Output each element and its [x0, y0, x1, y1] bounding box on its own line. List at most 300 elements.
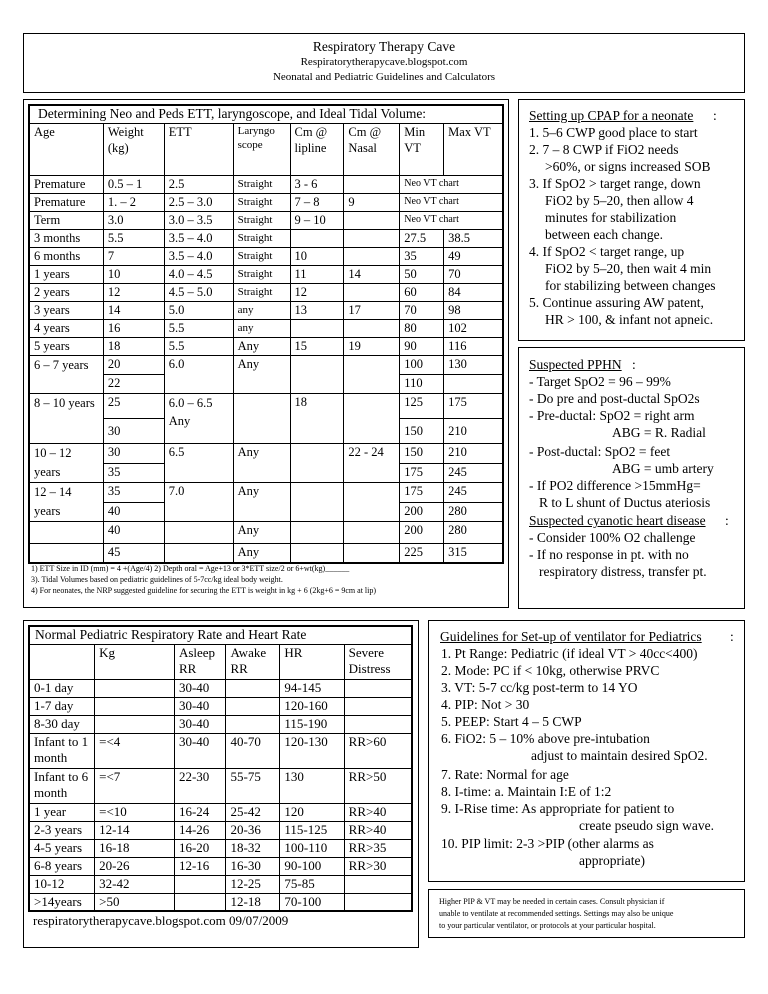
cell: 16-20 — [174, 840, 226, 858]
cell: 150 — [400, 419, 444, 444]
cell — [290, 320, 344, 338]
vent-line: 6. FiO2: 5 – 10% above pre-intubation — [441, 731, 650, 746]
cell: 150 — [400, 444, 444, 464]
cell: 6.0 – 6.5 Any — [164, 394, 233, 444]
col-header: Awake RR — [226, 645, 280, 680]
pphn-section: Suspected PPHN : - Target SpO2 = 96 – 99% - Do pre and post-ductal SpO2s - Pre-ductal: SpO2 = right arm ABG = R. Radial - Post-ductal: SpO2 = feet ABG = umb artery - If PO2 difference >15mmHg= R to L shunt of Ductus ateriosis Suspected cyanotic heart disease : - Consider 100% O2 challenge - If no response in pt. with no respiratory distress, transfer pt. — [518, 347, 745, 609]
cell: 32-42 — [95, 876, 175, 894]
cell — [95, 716, 175, 734]
table-row — [30, 716, 412, 734]
cell: 14-26 — [174, 822, 226, 840]
cell: 15 — [290, 338, 344, 356]
table-row — [30, 894, 412, 912]
table-row — [30, 522, 503, 544]
cell: 1-7 day — [30, 698, 95, 716]
cell: 5.5 — [164, 320, 233, 338]
cell — [344, 356, 400, 394]
cell: 49 — [444, 248, 503, 266]
cell: 11 — [290, 266, 344, 284]
cell: 4-5 years — [30, 840, 95, 858]
table-row — [30, 698, 412, 716]
cell: 6.5 — [164, 444, 233, 483]
cell: 10 – 12 years — [30, 444, 104, 483]
cell: 130 — [280, 769, 344, 804]
cell: 280 — [444, 522, 503, 544]
cpap-line: 1. 5–6 CWP good place to start — [529, 125, 698, 140]
cell: 280 — [444, 502, 503, 522]
cell: 60 — [400, 284, 444, 302]
cell: 8-30 day — [30, 716, 95, 734]
ett-note-2: 3). Tidal Volumes based on pediatric guidelines of 5-7cc/kg ideal body weight. — [31, 575, 283, 584]
ett-table — [29, 123, 503, 564]
cell — [344, 544, 400, 564]
table-row — [30, 284, 503, 302]
cell: 5.0 — [164, 302, 233, 320]
cell: 25-42 — [226, 804, 280, 822]
cell — [290, 544, 344, 564]
cell: 13 — [290, 302, 344, 320]
cell: any — [233, 320, 290, 338]
cell — [233, 394, 290, 444]
cell: 5.5 — [103, 230, 164, 248]
cell: 27.5 — [400, 230, 444, 248]
cell — [226, 680, 280, 698]
vent-line: 5. PEEP: Start 4 – 5 CWP — [441, 714, 582, 729]
cell: 1 years — [30, 266, 104, 284]
cell: 12 — [290, 284, 344, 302]
cell: 30-40 — [174, 734, 226, 769]
cell: 45 — [103, 544, 164, 564]
cell: 110 — [400, 375, 444, 394]
vent-title: Guidelines for Set-up of ventilator for Pediatrics — [440, 629, 702, 644]
cpap-line: HR > 100, & infant not apneic. — [545, 312, 714, 327]
table-row — [30, 876, 412, 894]
ett-note-3: 4) For neonates, the NRP suggested guideline for securing the ETT is weight in kg + 6 (2kg+6 = 9cm at lip) — [31, 586, 377, 595]
col-header: Max VT — [444, 124, 503, 176]
cell — [344, 894, 411, 912]
cell: 102 — [444, 320, 503, 338]
cell: 115-125 — [280, 822, 344, 840]
col-header: Asleep RR — [174, 645, 226, 680]
col-header: ETT — [164, 124, 233, 176]
cpap-title: Setting up CPAP for a neonate — [529, 108, 694, 123]
cell: 98 — [444, 302, 503, 320]
cell: 30-40 — [174, 698, 226, 716]
cell: 4.0 – 4.5 — [164, 266, 233, 284]
cell: 16-18 — [95, 840, 175, 858]
cell: 130 — [444, 356, 503, 375]
cell — [95, 680, 175, 698]
col-header: HR — [280, 645, 344, 680]
table-row — [30, 544, 503, 564]
cell: 18-32 — [226, 840, 280, 858]
cell: Straight — [233, 194, 290, 212]
cell: 3.0 – 3.5 — [164, 212, 233, 230]
cell: 30-40 — [174, 680, 226, 698]
cell: Any — [233, 544, 290, 564]
cell: 12-14 — [95, 822, 175, 840]
table-row — [30, 230, 503, 248]
cell: 225 — [400, 544, 444, 564]
cell: 0.5 – 1 — [103, 176, 164, 194]
rr-table — [29, 644, 412, 912]
table-row — [30, 176, 503, 194]
cell: 50 — [400, 266, 444, 284]
cell: 200 — [400, 522, 444, 544]
cell: 120-160 — [280, 698, 344, 716]
pphn-line: ABG = umb artery — [612, 461, 714, 476]
cell: 70-100 — [280, 894, 344, 912]
cell — [344, 680, 411, 698]
cell: 16 — [103, 320, 164, 338]
table-row — [30, 338, 503, 356]
cell: 14 — [103, 302, 164, 320]
cell: 6 months — [30, 248, 104, 266]
cell: 2.5 – 3.0 — [164, 194, 233, 212]
site-url: Respiratorytherapycave.blogspot.com — [300, 56, 468, 68]
cpap-line: >60%, or signs increased SOB — [545, 159, 711, 174]
cell: 22 - 24 — [344, 444, 400, 483]
cell: 3 - 6 — [290, 176, 344, 194]
pphn-line: - Target SpO2 = 96 – 99% — [529, 374, 671, 389]
table-row — [30, 194, 503, 212]
cell: 8 – 10 years — [30, 394, 104, 444]
cell — [174, 894, 226, 912]
cell: 10 — [290, 248, 344, 266]
cell: RR>30 — [344, 858, 411, 876]
cell: 2.5 — [164, 176, 233, 194]
cell: 100 — [400, 356, 444, 375]
cell: RR>35 — [344, 840, 411, 858]
cell: 20-26 — [95, 858, 175, 876]
cell: Any — [233, 483, 290, 522]
cell — [226, 698, 280, 716]
rr-title: Normal Pediatric Respiratory Rate and Heart Rate — [35, 627, 307, 642]
page-title: Respiratory Therapy Cave — [312, 39, 456, 54]
cell: Term — [30, 212, 104, 230]
cell: Straight — [233, 230, 290, 248]
col-header: Age — [30, 124, 104, 176]
cell — [95, 698, 175, 716]
cell: 210 — [444, 419, 503, 444]
cell: 12 — [103, 284, 164, 302]
cell: =<4 — [95, 734, 175, 769]
cell: 245 — [444, 463, 503, 483]
cell: RR>60 — [344, 734, 411, 769]
cell: 20 — [103, 356, 164, 375]
cell: 18 — [290, 394, 344, 444]
pphn-line: R to L shunt of Ductus ateriosis — [539, 495, 711, 510]
cell: Neo VT chart — [400, 194, 503, 212]
cell: 10-12 — [30, 876, 95, 894]
disclaimer-line: Higher PIP & VT may be needed in certain cases. Consult physician if — [439, 897, 665, 906]
table-row — [30, 822, 412, 840]
col-header: Kg — [95, 645, 175, 680]
cell: 0-1 day — [30, 680, 95, 698]
cell: 30 — [103, 444, 164, 464]
header-box — [23, 33, 745, 93]
cell — [290, 444, 344, 483]
cell: 5.5 — [164, 338, 233, 356]
cell: 40-70 — [226, 734, 280, 769]
cell: 40 — [103, 502, 164, 522]
cell: Premature — [30, 194, 104, 212]
col-header: Weight (kg) — [103, 124, 164, 176]
cell: 75-85 — [280, 876, 344, 894]
cell: 90 — [400, 338, 444, 356]
cell: 3.5 – 4.0 — [164, 248, 233, 266]
disclaimer-section — [428, 889, 745, 938]
cell — [290, 522, 344, 544]
vent-line: adjust to maintain desired SpO2. — [531, 748, 708, 763]
cell: 22 — [103, 375, 164, 394]
cell: 4 years — [30, 320, 104, 338]
cell: Premature — [30, 176, 104, 194]
table-row — [30, 320, 503, 338]
cell — [226, 716, 280, 734]
cell — [344, 212, 400, 230]
cell: 30-40 — [174, 716, 226, 734]
cell: =<10 — [95, 804, 175, 822]
cell: 175 — [400, 463, 444, 483]
cell: 120 — [280, 804, 344, 822]
cell: 3 years — [30, 302, 104, 320]
heart-line: - Consider 100% O2 challenge — [529, 530, 696, 545]
cell: 115-190 — [280, 716, 344, 734]
cell: 16-24 — [174, 804, 226, 822]
cell — [30, 522, 104, 544]
cell: 19 — [344, 338, 400, 356]
vent-section: Guidelines for Set-up of ventilator for Pediatrics : 1. Pt Range: Pediatric (if ideal VT > 40cc<400) 2. Mode: PC if < 10kg, otherwise PRVC 3. VT: 5-7 cc/kg post-term to 14 YO 4. PIP: Not > 30 5. PEEP: Start 4 – 5 CWP 6. FiO2: 5 – 10% above pre-intubation adjust to maintain desired SpO2. 7. Rate: Normal for age 8. I-time: a. Maintain I:E of 1:2 9. I-Rise time: As appropriate for patient to create pseudo sign wave. 10. PIP limit: 2-3 >PIP (other alarms as appropriate) — [428, 620, 745, 882]
pphn-line: - Pre-ductal: SpO2 = right arm — [529, 408, 695, 423]
rr-footer: respiratorytherapycave.blogspot.com 09/07/2009 — [33, 913, 289, 928]
cell: 7 — [103, 248, 164, 266]
cell: 35 — [103, 463, 164, 483]
cell — [164, 544, 233, 564]
heart-line: respiratory distress, transfer pt. — [539, 564, 707, 579]
cell: RR>40 — [344, 804, 411, 822]
cell — [344, 483, 400, 522]
vent-line: 2. Mode: PC if < 10kg, otherwise PRVC — [441, 663, 660, 678]
cell: 55-75 — [226, 769, 280, 804]
vent-line: 10. PIP limit: 2-3 >PIP (other alarms as — [441, 836, 654, 851]
heart-title: Suspected cyanotic heart disease — [529, 513, 706, 528]
cell: Any — [233, 356, 290, 394]
cell: 5 years — [30, 338, 104, 356]
cell: 25 — [103, 394, 164, 419]
cell: 6 – 7 years — [30, 356, 104, 394]
vent-line: 9. I-Rise time: As appropriate for patient to — [441, 801, 675, 816]
cell: Straight — [233, 248, 290, 266]
table-row — [30, 680, 412, 698]
cell — [290, 230, 344, 248]
cell: 1 year — [30, 804, 95, 822]
cell — [344, 876, 411, 894]
pphn-line: ABG = R. Radial — [612, 425, 706, 440]
table-row — [30, 356, 503, 375]
cell: >50 — [95, 894, 175, 912]
cpap-line: 2. 7 – 8 CWP if FiO2 needs — [529, 142, 679, 157]
cell: 315 — [444, 544, 503, 564]
cell — [344, 284, 400, 302]
cell: 80 — [400, 320, 444, 338]
ett-caption: Determining Neo and Peds ETT, laryngoscope, and Ideal Tidal Volume: — [38, 106, 427, 121]
cell: 10 — [103, 266, 164, 284]
table-row — [30, 394, 503, 419]
cpap-line: FiO2 by 5–20, then wait 4 min — [545, 261, 712, 276]
cell: 7.0 — [164, 483, 233, 522]
cell: RR>40 — [344, 822, 411, 840]
cell — [344, 248, 400, 266]
table-row — [30, 734, 412, 769]
cell — [174, 876, 226, 894]
cell: Neo VT chart — [400, 176, 503, 194]
cell: 70 — [444, 266, 503, 284]
cell: 70 — [400, 302, 444, 320]
cell: RR>50 — [344, 769, 411, 804]
col-header: Cm @ lipline — [290, 124, 344, 176]
cell: 35 — [400, 248, 444, 266]
cell — [344, 230, 400, 248]
cell — [344, 522, 400, 544]
cell: 22-30 — [174, 769, 226, 804]
cell: Straight — [233, 176, 290, 194]
cell: 9 – 10 — [290, 212, 344, 230]
cell — [164, 522, 233, 544]
table-row — [30, 840, 412, 858]
page-subtitle: Neonatal and Pediatric Guidelines and Calculators — [272, 71, 496, 83]
vent-line: appropriate) — [579, 853, 645, 868]
cpap-line: for stabilizing between changes — [545, 278, 716, 293]
ett-header-row — [30, 124, 503, 176]
cell: 210 — [444, 444, 503, 464]
cell — [344, 394, 400, 444]
vent-line: 1. Pt Range: Pediatric (if ideal VT > 40cc<400) — [441, 646, 698, 661]
disclaimer-line: to your particular ventilator, or protocols at your particular hospital. — [439, 921, 656, 930]
cell: >14years — [30, 894, 95, 912]
cell: 94-145 — [280, 680, 344, 698]
col-header: Cm @ Nasal — [344, 124, 400, 176]
ett-note-1: 1) ETT Size in ID (mm) = 4 +(Age/4) 2) Depth oral = Age+13 or 3*ETT size/2 or 6+wt(kg)______ — [31, 564, 350, 573]
cell: 245 — [444, 483, 503, 503]
table-row — [30, 769, 412, 804]
cell: 125 — [400, 394, 444, 419]
table-row — [30, 444, 503, 464]
cell: 6-8 years — [30, 858, 95, 876]
cell — [444, 375, 503, 394]
table-row — [30, 858, 412, 876]
pphn-title: Suspected PPHN — [529, 357, 622, 372]
cell: 200 — [400, 502, 444, 522]
cpap-section: Setting up CPAP for a neonate : 1. 5–6 CWP good place to start 2. 7 – 8 CWP if FiO2 needs >60%, or signs increased SOB 3. If SpO2 > target range, down FiO2 by 5–20, then allow 4 minutes for stabilization between each change. 4. If SpO2 < target range, up FiO2 by 5–20, then wait 4 min for stabilizing between changes 5. Continue assuring AW patent, HR > 100, & infant not apneic. — [518, 99, 745, 341]
cell — [344, 176, 400, 194]
pphn-line: - Do pre and post-ductal SpO2s — [529, 391, 700, 406]
cpap-line: 3. If SpO2 > target range, down — [529, 176, 701, 191]
cell: 100-110 — [280, 840, 344, 858]
cell: Neo VT chart — [400, 212, 503, 230]
cell: 30 — [103, 419, 164, 444]
cell: 120-130 — [280, 734, 344, 769]
cell: 12-25 — [226, 876, 280, 894]
cell: Straight — [233, 212, 290, 230]
table-row — [30, 266, 503, 284]
cell: 35 — [103, 483, 164, 503]
cell: 17 — [344, 302, 400, 320]
cell: 175 — [400, 483, 444, 503]
cell — [344, 716, 411, 734]
cell: 6.0 — [164, 356, 233, 394]
cell: Infant to 6 month — [30, 769, 95, 804]
cell: Any — [233, 522, 290, 544]
table-row — [30, 804, 412, 822]
cell: 2 years — [30, 284, 104, 302]
cell: 14 — [344, 266, 400, 284]
col-header: Laryngo scope — [233, 124, 290, 176]
disclaimer-line: unable to ventilate at recommended settings. Settings may also be unique — [439, 909, 674, 918]
cell: 40 — [103, 522, 164, 544]
cell — [344, 698, 411, 716]
rr-header-row — [30, 645, 412, 680]
pphn-line: - Post-ductal: SpO2 = feet — [529, 444, 671, 459]
cell: 9 — [344, 194, 400, 212]
cell: 20-36 — [226, 822, 280, 840]
cell: 12 – 14 years — [30, 483, 104, 522]
cell: 84 — [444, 284, 503, 302]
vent-line: 4. PIP: Not > 30 — [441, 697, 530, 712]
cell: 4.5 – 5.0 — [164, 284, 233, 302]
cell: Infant to 1 month — [30, 734, 95, 769]
pphn-line: - If PO2 difference >15mmHg= — [529, 478, 701, 493]
col-header: Severe Distress — [344, 645, 411, 680]
cell: 2-3 years — [30, 822, 95, 840]
col-header: Min VT — [400, 124, 444, 176]
table-row — [30, 248, 503, 266]
cell: Any — [233, 444, 290, 483]
table-row — [30, 483, 503, 503]
cell: =<7 — [95, 769, 175, 804]
heart-line: - If no response in pt. with no — [529, 547, 689, 562]
vent-line: create pseudo sign wave. — [579, 818, 714, 833]
cell: Straight — [233, 284, 290, 302]
cell: 38.5 — [444, 230, 503, 248]
cpap-line: minutes for stabilization — [545, 210, 677, 225]
cell: 12-18 — [226, 894, 280, 912]
vent-line: 8. I-time: a. Maintain I:E of 1:2 — [441, 784, 612, 799]
vent-line: 3. VT: 5-7 cc/kg post-term to 14 YO — [441, 680, 638, 695]
cell: Any — [233, 338, 290, 356]
cell: 1. – 2 — [103, 194, 164, 212]
cell: 3.5 – 4.0 — [164, 230, 233, 248]
col-header — [30, 645, 95, 680]
cell: 116 — [444, 338, 503, 356]
cell — [30, 544, 104, 564]
cell — [290, 356, 344, 394]
cell: 16-30 — [226, 858, 280, 876]
cell: any — [233, 302, 290, 320]
cell: 7 – 8 — [290, 194, 344, 212]
cell — [290, 483, 344, 522]
cpap-line: 5. Continue assuring AW patent, — [529, 295, 704, 310]
cell: 175 — [444, 394, 503, 419]
cell: 3 months — [30, 230, 104, 248]
cpap-line: FiO2 by 5–20, then allow 4 — [545, 193, 694, 208]
cell: 3.0 — [103, 212, 164, 230]
cell: 12-16 — [174, 858, 226, 876]
cell: Straight — [233, 266, 290, 284]
cell: 90-100 — [280, 858, 344, 876]
cpap-line: between each change. — [545, 227, 664, 242]
cell: 18 — [103, 338, 164, 356]
